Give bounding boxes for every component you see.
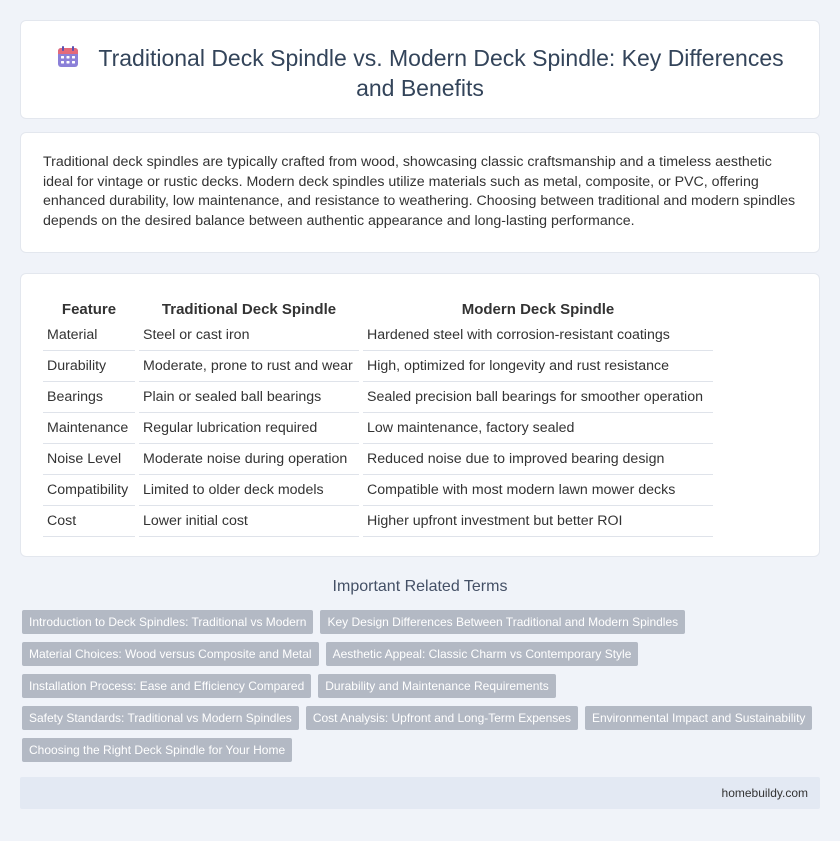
row-feature: Durability [43, 351, 135, 382]
table-row [43, 413, 713, 444]
term-tag[interactable]: Environmental Impact and Sustainability [585, 706, 812, 730]
row-feature: Bearings [43, 382, 135, 413]
table-header-row [43, 294, 713, 320]
calendar-icon [56, 45, 80, 69]
intro-paragraph: Traditional deck spindles are typically crafted from wood, showcasing classic craftsmanship and a timeless aesthetic ideal for vintage or rustic decks. Modern deck spindles utilize materials such as metal, composite, or PVC, offering enhanced durability, low maintenance, and resistance to weathering. Choosing between traditional and modern spindles depends on the desired balance between authentic appearance and long-lasting performance. [43, 154, 796, 229]
row-modern: Compatible with most modern lawn mower decks [363, 475, 713, 506]
row-feature: Compatibility [43, 475, 135, 506]
table-row [43, 444, 713, 475]
row-traditional: Limited to older deck models [139, 475, 359, 506]
terms-row [22, 642, 822, 674]
related-terms [22, 610, 822, 770]
term-tag[interactable]: Safety Standards: Traditional vs Modern Spindles [22, 706, 299, 730]
term-tag[interactable]: Introduction to Deck Spindles: Traditional vs Modern [22, 610, 313, 634]
page-title-text: Traditional Deck Spindle vs. Modern Deck Spindle: Key Differences and Benefits [98, 45, 784, 101]
term-tag[interactable]: Cost Analysis: Upfront and Long-Term Expenses [306, 706, 578, 730]
row-modern: Hardened steel with corrosion-resistant coatings [363, 320, 713, 351]
footer-site-link[interactable]: homebuildy.com [721, 786, 808, 800]
row-traditional: Moderate noise during operation [139, 444, 359, 475]
row-modern: Sealed precision ball bearings for smoother operation [363, 382, 713, 413]
row-traditional: Steel or cast iron [139, 320, 359, 351]
comparison-table [39, 294, 717, 537]
terms-row [22, 610, 822, 642]
comparison-card [20, 273, 820, 557]
header-card [20, 20, 820, 119]
term-tag[interactable]: Choosing the Right Deck Spindle for Your Home [22, 738, 292, 762]
term-tag[interactable]: Durability and Maintenance Requirements [318, 674, 555, 698]
row-modern: High, optimized for longevity and rust resistance [363, 351, 713, 382]
header-feature: Feature [61, 301, 117, 318]
table-row [43, 506, 713, 537]
table-row [43, 475, 713, 506]
row-feature: Material [43, 320, 135, 351]
terms-row [22, 738, 822, 770]
row-feature: Cost [43, 506, 135, 537]
row-traditional: Plain or sealed ball bearings [139, 382, 359, 413]
table-row [43, 351, 713, 382]
intro-card [20, 132, 820, 253]
term-tag[interactable]: Installation Process: Ease and Efficiency Compared [22, 674, 311, 698]
header-traditional: Traditional Deck Spindle [161, 301, 337, 318]
terms-row [22, 674, 822, 706]
term-tag[interactable]: Material Choices: Wood versus Composite and Metal [22, 642, 319, 666]
term-tag[interactable]: Key Design Differences Between Traditional and Modern Spindles [320, 610, 685, 634]
header-modern: Modern Deck Spindle [461, 301, 615, 318]
row-feature: Maintenance [43, 413, 135, 444]
row-traditional: Regular lubrication required [139, 413, 359, 444]
table-row [43, 382, 713, 413]
term-tag[interactable]: Aesthetic Appeal: Classic Charm vs Contemporary Style [326, 642, 639, 666]
row-modern: Low maintenance, factory sealed [363, 413, 713, 444]
terms-row [22, 706, 822, 738]
row-modern: Reduced noise due to improved bearing design [363, 444, 713, 475]
page-title [41, 43, 799, 103]
related-terms-title: Important Related Terms [332, 578, 508, 595]
row-traditional: Moderate, prone to rust and wear [139, 351, 359, 382]
row-feature: Noise Level [43, 444, 135, 475]
row-modern: Higher upfront investment but better ROI [363, 506, 713, 537]
footer [20, 777, 820, 809]
row-traditional: Lower initial cost [139, 506, 359, 537]
table-row [43, 320, 713, 351]
